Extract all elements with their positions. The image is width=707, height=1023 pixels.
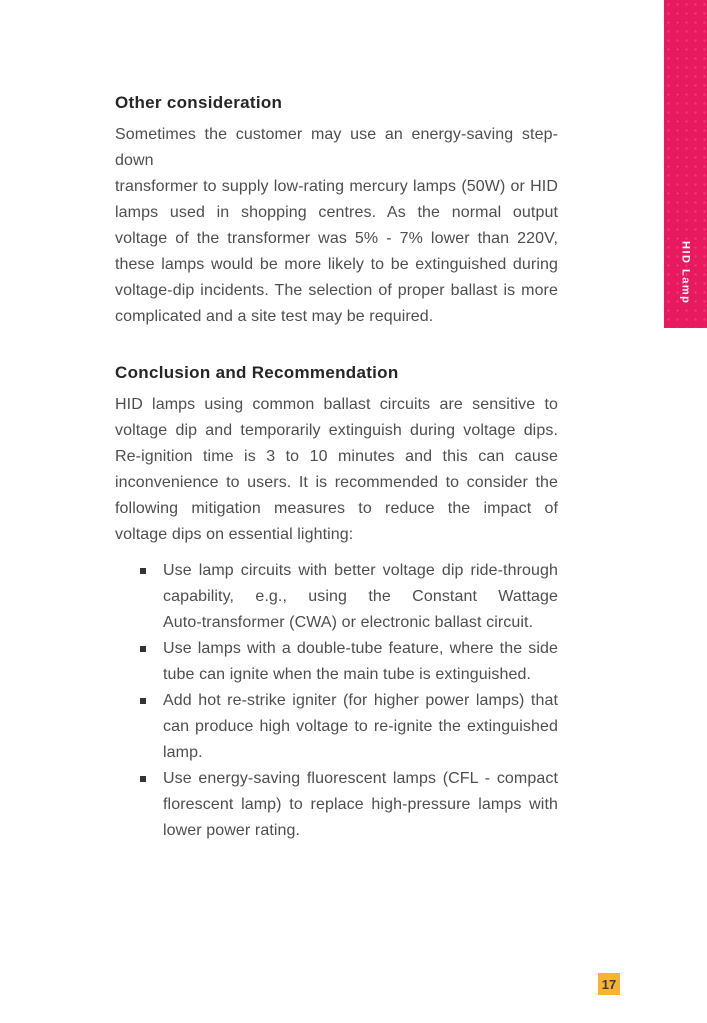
- section-other-consideration: [115, 92, 558, 330]
- text-line: voltage dips on essential lighting:: [115, 526, 354, 543]
- text-line: these lamps would be more likely to be extinguished during: [115, 256, 558, 273]
- section-conclusion-recommendation: [115, 362, 558, 844]
- text-line: voltage of the transformer was 5% - 7% lower than 220V,: [115, 230, 558, 247]
- square-bullet-icon: [140, 776, 146, 782]
- list-item: [115, 766, 558, 844]
- section-heading: Conclusion and Recommendation: [115, 363, 399, 382]
- square-bullet-icon: [140, 698, 146, 704]
- mitigation-measures-list: [115, 558, 558, 844]
- text-line: transformer to supply low-rating mercury lamps (50W) or HID: [115, 178, 558, 195]
- list-item-text: [163, 636, 558, 688]
- text-line: HID lamps using common ballast circuits are sensitive to: [115, 396, 558, 413]
- text-line: complicated and a site test may be required.: [115, 308, 434, 325]
- square-bullet-icon: [140, 646, 146, 652]
- section-heading: Other consideration: [115, 93, 283, 112]
- text-line: lower power rating.: [163, 822, 301, 839]
- list-item: [115, 688, 558, 766]
- text-line: Add hot re-strike igniter (for higher power lamps) that: [163, 692, 558, 709]
- square-bullet-icon: [140, 568, 146, 574]
- text-line: following mitigation measures to reduce the impact of: [115, 500, 558, 517]
- page-content: [115, 92, 558, 844]
- text-line: inconvenience to users. It is recommended to consider the: [115, 474, 558, 491]
- text-line: voltage dip and temporarily extinguish during voltage dips.: [115, 422, 558, 439]
- list-item: [115, 636, 558, 688]
- page-number: 17: [601, 976, 617, 992]
- text-line: Use lamp circuits with better voltage dip ride-through: [163, 562, 558, 579]
- paragraph: [115, 122, 558, 330]
- text-line: tube can ignite when the main tube is extinguished.: [163, 666, 532, 683]
- text-line: can produce high voltage to re-ignite the extinguished: [163, 718, 558, 735]
- text-line: Sometimes the customer may use an energy-saving step-down: [115, 126, 558, 169]
- text-line: lamp.: [163, 744, 203, 761]
- text-line: Use lamps with a double-tube feature, where the side: [163, 640, 558, 657]
- text-line: florescent lamp) to replace high-pressure lamps with: [163, 796, 558, 813]
- list-item: [115, 558, 558, 636]
- text-line: voltage-dip incidents. The selection of proper ballast is more: [115, 282, 558, 299]
- list-item-text: [163, 688, 558, 766]
- paragraph: [115, 392, 558, 548]
- text-line: Auto-transformer (CWA) or electronic ballast circuit.: [163, 614, 534, 631]
- list-item-text: [163, 558, 558, 636]
- text-line: lamps used in shopping centres. As the normal output: [115, 204, 558, 221]
- text-line: capability, e.g., using the Constant Wattage: [163, 588, 558, 605]
- text-line: Re-ignition time is 3 to 10 minutes and this can cause: [115, 448, 558, 465]
- section-tab-hid-lamp: [664, 0, 707, 328]
- page-number-badge: [598, 973, 620, 995]
- text-line: Use energy-saving fluorescent lamps (CFL - compact: [163, 770, 558, 787]
- list-item-text: [163, 766, 558, 844]
- section-tab-label: HID Lamp: [679, 240, 692, 304]
